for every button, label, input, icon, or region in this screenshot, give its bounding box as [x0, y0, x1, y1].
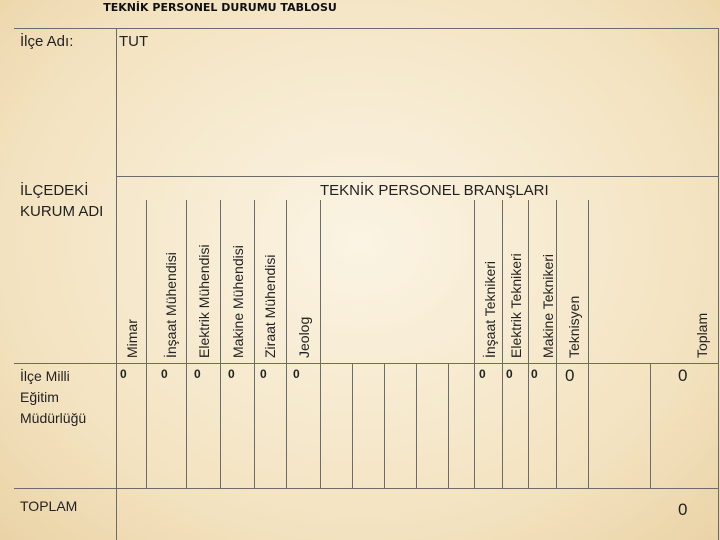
- cell-teknisyen: 0: [565, 366, 575, 385]
- cell-elektrik-muhendisi: 0: [194, 367, 201, 381]
- grid-line: [146, 200, 147, 488]
- grid-line: [384, 363, 385, 488]
- grid-line: [220, 200, 221, 488]
- grid-line: [556, 200, 557, 488]
- grid-line: [352, 363, 353, 488]
- cell-insaat-teknikeri: 0: [479, 367, 486, 381]
- total-label: TOPLAM: [20, 498, 78, 514]
- grid-line: [448, 363, 449, 488]
- column-header-insaat-muhendisi: İnşaat Mühendisi: [163, 252, 179, 358]
- institution-header: İLÇEDEKİ KURUM ADI: [20, 182, 104, 220]
- grid-line: [254, 200, 255, 488]
- district-value: TUT: [119, 33, 149, 50]
- column-header-elektrik-teknikeri: Elektrik Teknikeri: [508, 253, 524, 358]
- cell-makine-muhendisi: 0: [228, 367, 235, 381]
- grid-line: [588, 200, 589, 488]
- column-header-makine-teknikeri: Makine Teknikeri: [540, 253, 556, 358]
- column-header-insaat-teknikeri: İnşaat Teknikeri: [482, 260, 498, 358]
- grid-line: [416, 363, 417, 488]
- district-label: İlçe Adı:: [20, 33, 74, 50]
- column-header-makine-muhendisi: Makine Mühendisi: [230, 245, 246, 358]
- total-value: 0: [678, 500, 688, 519]
- grid-line: [502, 200, 503, 488]
- grid-line: [14, 488, 718, 489]
- grid-line: [286, 200, 287, 488]
- cell-toplam: 0: [678, 366, 688, 385]
- grid-line: [186, 200, 187, 488]
- grid-line: [116, 176, 718, 177]
- branches-header: TEKNİK PERSONEL BRANŞLARI: [320, 182, 549, 199]
- cell-insaat-muhendisi: 0: [161, 367, 168, 381]
- column-header-elektrik-muhendisi: Elektrik Mühendisi: [196, 244, 212, 358]
- grid-line: [718, 28, 719, 540]
- cell-ziraat-muhendisi: 0: [260, 367, 267, 381]
- cell-makine-teknikeri: 0: [531, 367, 538, 381]
- row-name: İlçe Milli Eğitim Müdürlüğü: [20, 368, 87, 426]
- grid-line: [650, 363, 651, 488]
- cell-mimar: 0: [120, 367, 127, 381]
- column-header-teknisyen: Teknisyen: [566, 295, 582, 358]
- cell-elektrik-teknikeri: 0: [506, 367, 513, 381]
- page-title: TEKNİK PERSONEL DURUMU TABLOSU: [103, 1, 337, 14]
- grid-line: [474, 200, 475, 488]
- column-header-mimar: Mimar: [124, 319, 140, 358]
- grid-line: [14, 363, 718, 364]
- column-header-jeolog: Jeolog: [296, 316, 312, 358]
- column-header-ziraat-muhendisi: Ziraat Mühendisi: [262, 254, 278, 358]
- column-header-toplam: Toplam: [694, 312, 710, 358]
- grid-line: [14, 28, 718, 29]
- cell-jeolog: 0: [293, 367, 300, 381]
- grid-line: [116, 28, 117, 540]
- grid-line: [320, 200, 321, 488]
- grid-line: [528, 200, 529, 488]
